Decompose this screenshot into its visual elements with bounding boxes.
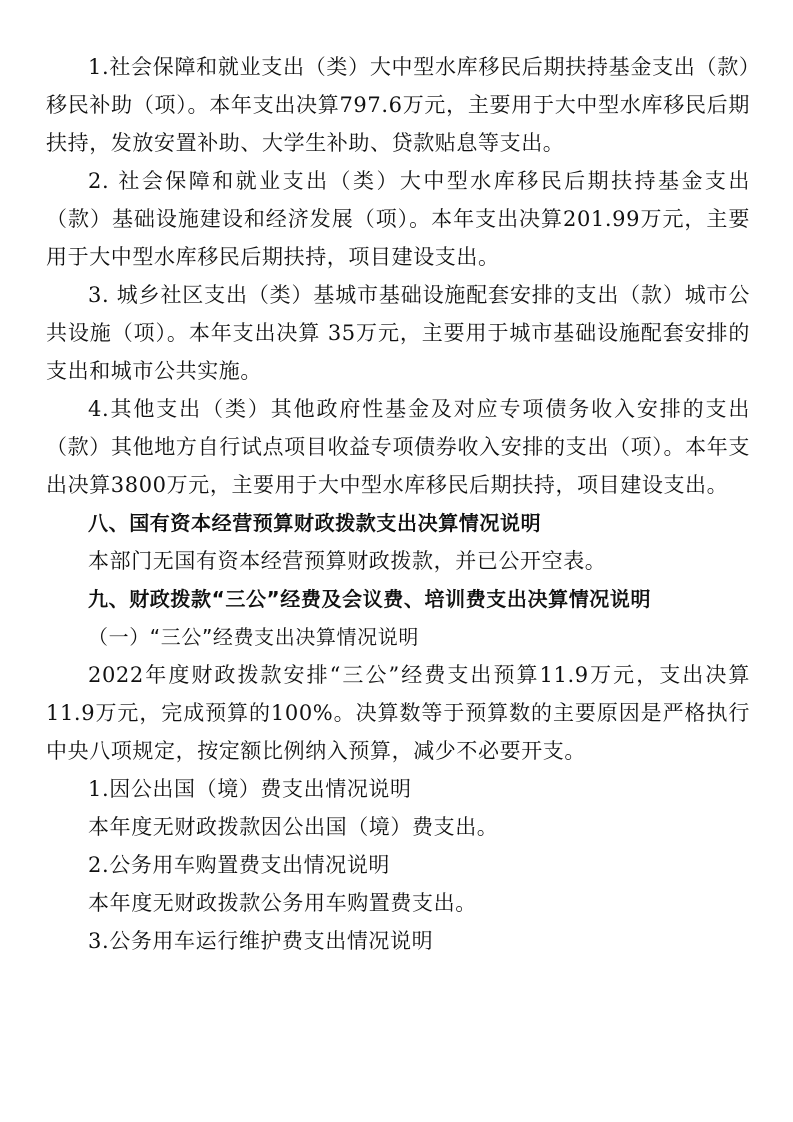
paragraph-no-state-capital: 本部门无国有资本经营预算财政拨款，并已公开空表。 bbox=[88, 549, 607, 573]
subheading-vehicle-purchase: 2.公务用车购置费支出情况说明 bbox=[88, 853, 391, 877]
subheading-vehicle-maintenance: 3.公务用车运行维护费支出情况说明 bbox=[88, 929, 434, 953]
subheading-overseas-travel: 1.因公出国（境）费支出情况说明 bbox=[88, 777, 412, 801]
paragraph-item-4: 4.其他支出（类）其他政府性基金及对应专项债务收入安排的支出（款）其他地方自行试点项目收益专项债券收入安排的支出（项）。本年支出决算3800万元，主要用于大中型水库移民后期扶持，项目建设支出。 bbox=[46, 397, 750, 497]
document-body bbox=[46, 48, 750, 960]
paragraph-item-1: 1.社会保障和就业支出（类）大中型水库移民后期扶持基金支出（款）移民补助（项）。本年支出决算797.6万元，主要用于大中型水库移民后期扶持，发放安置补助、大学生补助、贷款贴息等支出。 bbox=[46, 55, 750, 155]
section-heading-8: 八、国有资本经营预算财政拨款支出决算情况说明 bbox=[88, 511, 542, 535]
paragraph-vehicle-purchase: 本年度无财政拨款公务用车购置费支出。 bbox=[88, 891, 477, 915]
paragraph-overseas-travel: 本年度无财政拨款因公出国（境）费支出。 bbox=[88, 815, 499, 839]
paragraph-three-public-budget: 2022年度财政拨款安排“三公”经费支出预算11.9万元，支出决算11.9万元，完成预算的100%。决算数等于预算数的主要原因是严格执行中央八项规定，按定额比例纳入预算，减少不必要开支。 bbox=[46, 663, 750, 763]
paragraph-item-2: 2. 社会保障和就业支出（类）大中型水库移民后期扶持基金支出（款）基础设施建设和经济发展（项）。本年支出决算201.99万元，主要用于大中型水库移民后期扶持，项目建设支出。 bbox=[46, 169, 750, 269]
section-heading-9: 九、财政拨款“三公”经费及会议费、培训费支出决算情况说明 bbox=[88, 587, 652, 611]
paragraph-item-3: 3. 城乡社区支出（类）基城市基础设施配套安排的支出（款）城市公共设施（项）。本年支出决算 35万元，主要用于城市基础设施配套安排的支出和城市公共实施。 bbox=[46, 283, 750, 383]
subsection-heading-three-public: （一）“三公”经费支出决算情况说明 bbox=[88, 625, 419, 649]
